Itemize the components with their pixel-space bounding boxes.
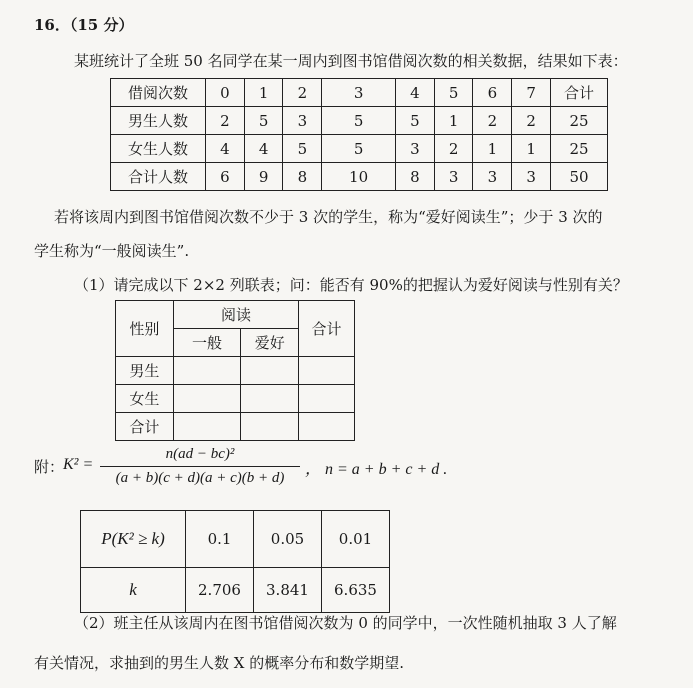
table-row xyxy=(111,135,608,163)
probability-header: P(K² ≥ k) xyxy=(81,511,186,568)
table-cell: 8 xyxy=(283,163,322,191)
table-cell: 0.01 xyxy=(322,511,390,568)
row-label: 男生 xyxy=(116,357,174,385)
table-row xyxy=(116,413,355,441)
header-cell: 4 xyxy=(396,79,435,107)
definition-line-1: 若将该周内到图书馆借阅次数不少于 3 次的学生，称为“爱好阅读生”；少于 3 次的 xyxy=(54,208,603,226)
table-cell: 3 xyxy=(434,163,473,191)
table-cell: 2 xyxy=(206,107,245,135)
empty-cell xyxy=(241,385,299,413)
table-cell: 25 xyxy=(551,107,608,135)
empty-cell xyxy=(299,385,355,413)
empty-cell xyxy=(173,413,241,441)
total-header: 合计 xyxy=(299,301,355,357)
table-cell: 8 xyxy=(396,163,435,191)
table-cell: 3 xyxy=(283,107,322,135)
header-cell: 3 xyxy=(322,79,396,107)
part-2-line-1: （2）班主任从该周内在图书馆借阅次数为 0 的同学中，一次性随机抽取 3 人了解 xyxy=(74,614,617,632)
formula-numerator: n(ad − bc)² xyxy=(100,446,300,467)
table-cell: 6.635 xyxy=(322,568,390,613)
row-label: 女生人数 xyxy=(111,135,206,163)
general-header: 一般 xyxy=(173,329,241,357)
formula-n-expression: ， n = a + b + c + d . xyxy=(305,461,448,478)
gender-header: 性别 xyxy=(116,301,174,357)
intro-text: 某班统计了全班 50 名同学在某一周内到图书馆借阅次数的相关数据，结果如下表： xyxy=(74,52,628,70)
table-cell: 5 xyxy=(283,135,322,163)
header-cell: 2 xyxy=(283,79,322,107)
table-cell: 1 xyxy=(434,107,473,135)
contingency-table xyxy=(115,300,355,441)
part-2-line-2: 有关情况，求抽到的男生人数 X 的概率分布和数学期望. xyxy=(34,654,404,672)
table-cell: 5 xyxy=(322,107,396,135)
table-cell: 1 xyxy=(473,135,512,163)
table-cell: 25 xyxy=(551,135,608,163)
table-cell: 2.706 xyxy=(186,568,254,613)
table-row xyxy=(116,385,355,413)
reading-header: 阅读 xyxy=(173,301,298,329)
table-cell: 50 xyxy=(551,163,608,191)
row-label: 男生人数 xyxy=(111,107,206,135)
table-cell: 9 xyxy=(244,163,283,191)
empty-cell xyxy=(241,357,299,385)
table-cell: 3 xyxy=(512,163,551,191)
table-cell: 3 xyxy=(473,163,512,191)
row-label: 合计 xyxy=(116,413,174,441)
borrow-count-table xyxy=(110,78,608,191)
empty-cell xyxy=(299,413,355,441)
table-row xyxy=(81,568,390,613)
header-cell: 借阅次数 xyxy=(111,79,206,107)
table-cell: 6 xyxy=(206,163,245,191)
formula-lhs: K² = xyxy=(63,456,94,473)
table-row xyxy=(111,163,608,191)
table-cell: 4 xyxy=(206,135,245,163)
header-cell: 7 xyxy=(512,79,551,107)
row-label: 合计人数 xyxy=(111,163,206,191)
header-cell: 1 xyxy=(244,79,283,107)
table-row xyxy=(111,107,608,135)
hobby-header: 爱好 xyxy=(241,329,299,357)
empty-cell xyxy=(299,357,355,385)
formula-fraction xyxy=(100,446,300,487)
part-1-text: （1）请完成以下 2×2 列联表；问：能否有 90%的把握认为爱好阅读与性别有关？ xyxy=(74,276,628,294)
table-cell: 10 xyxy=(322,163,396,191)
table-cell: 5 xyxy=(244,107,283,135)
table-header-row xyxy=(116,301,355,329)
empty-cell xyxy=(173,385,241,413)
row-label: 女生 xyxy=(116,385,174,413)
table-cell: 5 xyxy=(322,135,396,163)
header-cell: 5 xyxy=(434,79,473,107)
table-cell: 2 xyxy=(473,107,512,135)
empty-cell xyxy=(241,413,299,441)
table-row xyxy=(81,511,390,568)
k-header: k xyxy=(81,568,186,613)
table-cell: 3 xyxy=(396,135,435,163)
question-number: 16．（15 分） xyxy=(34,16,134,34)
table-row xyxy=(116,357,355,385)
formula-denominator: (a + b)(c + d)(a + c)(b + d) xyxy=(115,470,285,486)
table-cell: 2 xyxy=(434,135,473,163)
table-cell: 0.05 xyxy=(254,511,322,568)
critical-value-table xyxy=(80,510,390,613)
header-cell: 6 xyxy=(473,79,512,107)
table-cell: 3.841 xyxy=(254,568,322,613)
header-cell: 0 xyxy=(206,79,245,107)
empty-cell xyxy=(173,357,241,385)
table-cell: 4 xyxy=(244,135,283,163)
table-cell: 2 xyxy=(512,107,551,135)
appendix-label: 附： xyxy=(34,458,65,476)
definition-line-2: 学生称为“一般阅读生”. xyxy=(34,242,190,260)
table-header-row xyxy=(111,79,608,107)
table-cell: 1 xyxy=(512,135,551,163)
header-cell: 合计 xyxy=(551,79,608,107)
table-cell: 5 xyxy=(396,107,435,135)
table-cell: 0.1 xyxy=(186,511,254,568)
